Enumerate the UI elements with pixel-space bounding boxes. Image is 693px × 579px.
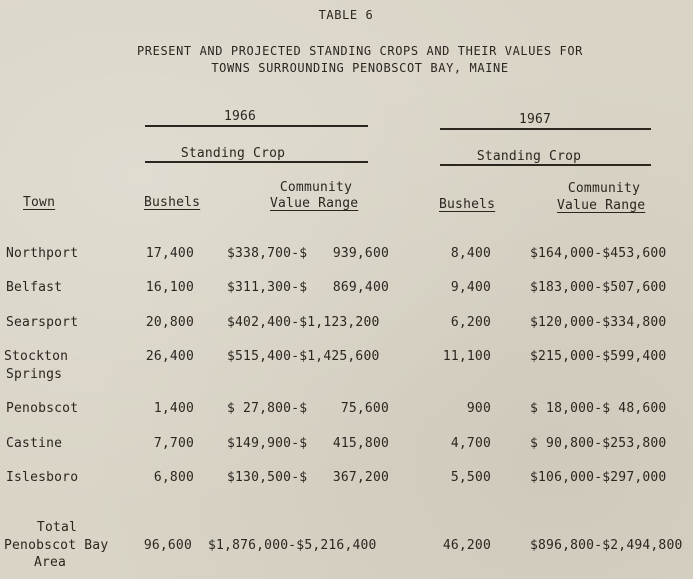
- table-title-line-2: TOWNS SURROUNDING PENOBSCOT BAY, MAINE: [211, 61, 509, 75]
- row-northport-value-1967: $164,000-$453,600: [530, 246, 667, 261]
- row-searsport-value-1966: $402,400-$1,123,200: [227, 315, 380, 330]
- row-penobscot-value-1967: $ 18,000-$ 48,600: [530, 401, 667, 416]
- column-header-bushels-1966: Bushels: [144, 195, 201, 210]
- row-belfast-value-1967: $183,000-$507,600: [530, 280, 667, 295]
- row-islesboro-value-1967: $106,000-$297,000: [530, 470, 667, 485]
- row-belfast-value-1966-low: $311,300-$: [227, 280, 308, 295]
- column-header-bushels-1967: Bushels: [439, 197, 496, 212]
- row-northport-bushels-1966: 17,400: [145, 246, 194, 261]
- row-castine-value-1966-low: $149,900-$: [227, 436, 308, 451]
- column-header-town: Town: [23, 195, 56, 210]
- row-islesboro-value-1966-low: $130,500-$: [227, 470, 308, 485]
- row-northport-bushels-1967: 8,400: [450, 246, 491, 261]
- row-stockton-springs-bushels-1967: 11,100: [442, 349, 491, 364]
- year-1966-rule: [145, 125, 368, 127]
- row-stockton-springs-bushels-1966: 26,400: [145, 349, 194, 364]
- total-bushels-1966: 96,600: [143, 538, 192, 553]
- row-belfast-bushels-1966: 16,100: [145, 280, 194, 295]
- total-bushels-1967: 46,200: [442, 538, 491, 553]
- row-islesboro-bushels-1966: 6,800: [153, 470, 194, 485]
- row-searsport-town: Searsport: [6, 315, 79, 330]
- column-header-community-1966: Community: [279, 180, 353, 195]
- total-label-line-1: Total: [36, 520, 78, 535]
- row-northport-value-1966-high: 939,600: [332, 246, 389, 261]
- row-castine-town: Castine: [6, 436, 63, 451]
- row-penobscot-bushels-1967: 900: [466, 401, 491, 416]
- row-penobscot-bushels-1966: 1,400: [153, 401, 194, 416]
- standing-crop-1966-header: Standing Crop: [180, 146, 286, 161]
- year-1967-rule: [440, 128, 651, 130]
- year-1966-header: 1966: [223, 109, 257, 124]
- row-northport-value-1966-low: $338,700-$: [227, 246, 308, 261]
- row-belfast-town: Belfast: [6, 280, 63, 295]
- column-header-value-range-1966: Value Range: [270, 196, 359, 211]
- row-islesboro-town: Islesboro: [6, 470, 79, 485]
- row-castine-bushels-1966: 7,700: [153, 436, 194, 451]
- row-castine-bushels-1967: 4,700: [450, 436, 491, 451]
- row-islesboro-bushels-1967: 5,500: [450, 470, 491, 485]
- row-searsport-bushels-1966: 20,800: [145, 315, 194, 330]
- row-belfast-bushels-1967: 9,400: [450, 280, 491, 295]
- row-searsport-value-1967: $120,000-$334,800: [530, 315, 667, 330]
- column-header-value-range-1967: Value Range: [557, 198, 646, 213]
- row-belfast-value-1966-high: 869,400: [332, 280, 389, 295]
- year-1967-header: 1967: [518, 112, 552, 127]
- standing-crop-1966-rule: [145, 161, 368, 163]
- row-islesboro-value-1966-high: 367,200: [332, 470, 389, 485]
- row-northport-town: Northport: [6, 246, 79, 261]
- row-penobscot-value-1966-high: 75,600: [340, 401, 389, 416]
- standing-crop-1967-header: Standing Crop: [476, 149, 582, 164]
- row-castine-value-1967: $ 90,800-$253,800: [530, 436, 667, 451]
- row-stockton-springs-town: Stockton: [4, 349, 69, 364]
- total-value-1966: $1,876,000-$5,216,400: [208, 538, 377, 553]
- total-label-line-2: Penobscot Bay: [4, 538, 109, 553]
- row-stockton-springs-value-1966: $515,400-$1,425,600: [227, 349, 380, 364]
- table-title-line-1: PRESENT AND PROJECTED STANDING CROPS AND THEIR VALUES FOR: [136, 44, 583, 58]
- row-penobscot-town: Penobscot: [6, 401, 79, 416]
- row-stockton-springs-town-line2: Springs: [6, 367, 63, 382]
- total-label-line-3: Area: [33, 555, 67, 570]
- standing-crop-1967-rule: [440, 164, 651, 166]
- total-value-1967: $896,800-$2,494,800: [530, 538, 683, 553]
- row-stockton-springs-value-1967: $215,000-$599,400: [530, 349, 667, 364]
- column-header-community-1967: Community: [567, 181, 641, 196]
- row-penobscot-value-1966-low: $ 27,800-$: [227, 401, 308, 416]
- table-label: TABLE 6: [318, 8, 374, 22]
- row-castine-value-1966-high: 415,800: [332, 436, 389, 451]
- row-searsport-bushels-1967: 6,200: [450, 315, 491, 330]
